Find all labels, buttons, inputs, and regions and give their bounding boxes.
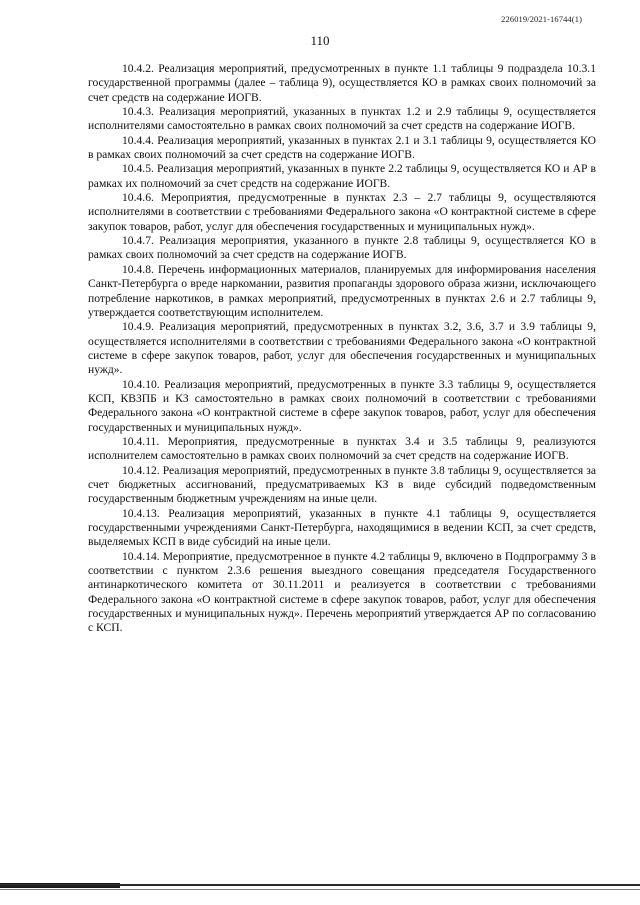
paragraph-10-4-3: 10.4.3. Реализация мероприятий, указанных в пунктах 1.2 и 2.9 таблицы 9, осуществляется исполнителями самостоятельно в рамках своих полномочий за счет средств на содержание ИОГВ. [88, 105, 596, 133]
paragraph-10-4-2: 10.4.2. Реализация мероприятий, предусмотренных в пункте 1.1 таблицы 9 подраздела 10.3.1 государственной программы (далее – таблица 9), осуществляется КО в рамках своих полномочий за счет средств на содержание ИОГВ. [88, 62, 596, 104]
paragraph-10-4-10: 10.4.10. Реализация мероприятий, предусмотренных в пункте 3.3 таблицы 9, осуществляется КСП, КВЗПБ и КЗ самостоятельно в рамках своих полномочий в соответствии с требованиями Федерального закона «О контрактной системе в сфере закупок товаров, работ, услуг для обеспечения государственных и муниципальных нужд». [88, 377, 596, 434]
paragraph-10-4-8: 10.4.8. Перечень информационных материалов, планируемых для информирования населения Санкт-Петербурга о вреде наркомании, развития пропаганды здорового образа жизни, исключающего потребление наркотиков, в рамках мероприятий, предусмотренных в пунктах 2.6 и 2.7 таблицы 9, утверждается соответствующим исполнителем. [88, 262, 596, 319]
bottom-rule-thin [0, 889, 640, 890]
paragraph-10-4-11: 10.4.11. Мероприятия, предусмотренные в пунктах 3.4 и 3.5 таблицы 9, реализуются исполнителем самостоятельно в рамках своих полномочий за счет средств на содержание ИОГВ. [88, 434, 596, 463]
paragraph-10-4-6: 10.4.6. Мероприятия, предусмотренные в пунктах 2.3 – 2.7 таблицы 9, осуществляются исполнителями в соответствии с требованиями Федерального закона «О контрактной системе в сфере закупок товаров, работ, услуг для обеспечения государственных и муниципальных нужд». [88, 191, 596, 233]
document-body [88, 62, 596, 636]
paragraph-10-4-13: 10.4.13. Реализация мероприятий, указанных в пункте 4.1 таблицы 9, осуществляется государственными учреждениями Санкт-Петербурга, находящимися в ведении КСП, за счет средств, выделяемых КСП в виде субсидий на иные цели. [88, 506, 596, 549]
paragraph-10-4-12: 10.4.12. Реализация мероприятий, предусмотренных в пункте 3.8 таблицы 9, осуществляется за счет бюджетных ассигнований, предусматриваемых КЗ в виде субсидий подведомственным государственным бюджетным учреждениям на иные цели. [88, 463, 596, 506]
page-number: 110 [310, 33, 330, 48]
paragraph-10-4-5: 10.4.5. Реализация мероприятий, указанных в пункте 2.2 таблицы 9, осуществляется КО и АР в рамках их полномочий за счет средств на содержание ИОГВ. [88, 162, 596, 190]
bottom-rule [0, 884, 640, 886]
paragraph-10-4-9: 10.4.9. Реализация мероприятий, предусмотренных в пунктах 3.2, 3.6, 3.7 и 3.9 таблицы 9, осуществляется исполнителями в соответствии с требованиями Федерального закона «О контрактной системе в сфере закупок товаров, работ, услуг для обеспечения государственных и муниципальных нужд». [88, 320, 596, 377]
paragraph-10-4-7: 10.4.7. Реализация мероприятия, указанного в пункте 2.8 таблицы 9, осуществляется КО в рамках своих полномочий за счет средств на содержание ИОГВ. [88, 234, 596, 262]
paragraph-10-4-14: 10.4.14. Мероприятие, предусмотренное в пункте 4.2 таблицы 9, включено в Подпрограмму 3 в соответствии с пунктом 2.3.6 решения выездного совещания председателя Государственного антинаркотического комитета от 30.11.2011 и реализуется в соответствии с требованиями Федерального закона «О контрактной системе в сфере закупок товаров, работ, услуг для обеспечения государственных и муниципальных нужд». Перечень мероприятий утверждается АР по согласованию с КСП. [88, 549, 596, 635]
paragraph-10-4-4: 10.4.4. Реализация мероприятий, указанных в пунктах 2.1 и 3.1 таблицы 9, осуществляется КО в рамках своих полномочий за счет средств на содержание ИОГВ. [88, 133, 596, 162]
document-registration-number: 226019/2021-16744(1) [501, 14, 582, 24]
